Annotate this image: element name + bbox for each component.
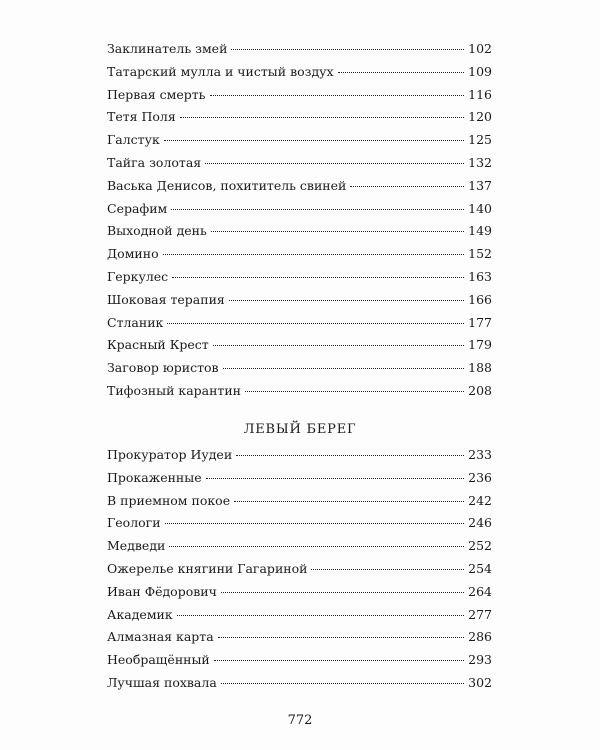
toc-entry-page: 116 <box>468 86 492 102</box>
toc-entry-title: Тифозный карантин <box>107 382 242 398</box>
dot-leader <box>210 95 465 96</box>
toc-entry-title: Стланик <box>107 314 164 330</box>
toc-entry-title: В приемном покое <box>107 492 231 508</box>
toc-entry-title: Красный Крест <box>107 337 209 353</box>
toc-entry <box>107 512 492 535</box>
toc-entry-page: 188 <box>468 360 492 376</box>
toc-entry-page: 132 <box>468 154 492 170</box>
toc-entry-page: 236 <box>468 469 492 485</box>
toc-entry-title: Тетя Поля <box>107 109 176 125</box>
toc-entry-title: Лучшая похвала <box>107 674 217 690</box>
toc-entry <box>107 129 492 152</box>
dot-leader <box>350 186 464 187</box>
toc-entry-title: Заговор юристов <box>107 360 219 376</box>
toc-entry-title: Ожерелье княгини Гагариной <box>107 560 308 576</box>
toc-entry-title: Необращённый <box>107 652 210 668</box>
toc-entry <box>107 334 492 357</box>
toc-entry <box>107 198 492 221</box>
toc-entry-title: Алмазная карта <box>107 629 214 645</box>
toc-list-part-2 <box>107 444 492 695</box>
toc-entry <box>107 604 492 627</box>
toc-entry <box>107 626 492 649</box>
toc-entry <box>107 175 492 198</box>
toc-entry-title: Медведи <box>107 538 166 554</box>
toc-entry <box>107 490 492 513</box>
toc-entry <box>107 266 492 289</box>
dot-leader <box>205 163 464 164</box>
dot-leader <box>214 660 464 661</box>
dot-leader <box>167 323 464 324</box>
dot-leader <box>229 300 464 301</box>
toc-entry <box>107 444 492 467</box>
toc-entry-page: 163 <box>468 268 492 284</box>
dot-leader <box>223 368 465 369</box>
dot-leader <box>218 637 464 638</box>
dot-leader <box>177 615 464 616</box>
toc-entry-title: Иван Фёдорович <box>107 583 217 599</box>
toc-entry-page: 302 <box>468 674 492 690</box>
toc-entry-title: Тайга золотая <box>107 154 202 170</box>
toc-entry <box>107 357 492 380</box>
dot-leader <box>171 209 464 210</box>
section-heading: ЛЕВЫЙ БЕРЕГ <box>243 422 357 437</box>
toc-entry-page: 177 <box>468 314 492 330</box>
dot-leader <box>165 523 465 524</box>
toc-entry <box>107 380 492 403</box>
toc-entry <box>107 106 492 129</box>
toc-entry-title: Академик <box>107 606 173 622</box>
toc-entry-title: Геологи <box>107 515 161 531</box>
toc-entry-page: 149 <box>468 223 492 239</box>
toc-entry-page: 264 <box>468 583 492 599</box>
dot-leader <box>245 391 464 392</box>
toc-entry-page: 293 <box>468 652 492 668</box>
toc-entry-page: 242 <box>468 492 492 508</box>
toc-list-part-1 <box>107 38 492 403</box>
toc-entry-page: 179 <box>468 337 492 353</box>
toc-entry-title: Прокуратор Иудеи <box>107 447 233 462</box>
toc-entry <box>107 152 492 175</box>
dot-leader <box>234 501 464 502</box>
toc-entry <box>107 84 492 107</box>
toc-entry-title: Галстук <box>107 132 160 148</box>
toc-entry <box>107 581 492 604</box>
toc-entry-page: 252 <box>468 538 492 554</box>
dot-leader <box>169 546 464 547</box>
toc-entry-title: Шоковая терапия <box>107 291 225 307</box>
dot-leader <box>221 592 464 593</box>
toc-entry <box>107 289 492 312</box>
toc-entry <box>107 220 492 243</box>
dot-leader <box>311 569 464 570</box>
dot-leader <box>180 117 464 118</box>
dot-leader <box>236 455 464 456</box>
dot-leader <box>163 254 465 255</box>
toc-entry <box>107 672 492 695</box>
toc-entry-title: Первая смерть <box>107 86 206 102</box>
toc-entry-page: 125 <box>468 132 492 148</box>
toc-entry-page: 140 <box>468 200 492 216</box>
dot-leader <box>213 345 464 346</box>
toc-entry <box>107 535 492 558</box>
toc-entry-page: 246 <box>468 515 492 531</box>
toc-entry-title: Заклинатель змей <box>107 41 228 56</box>
toc-entry-title: Прокаженные <box>107 469 202 485</box>
toc-entry-title: Домино <box>107 246 159 262</box>
toc-entry-page: 277 <box>468 606 492 622</box>
toc-entry <box>107 467 492 490</box>
dot-leader <box>231 49 464 50</box>
page-number: 772 <box>287 713 313 728</box>
toc-entry <box>107 243 492 266</box>
toc-entry <box>107 558 492 581</box>
toc-entry-title: Васька Денисов, похититель свиней <box>107 177 347 193</box>
toc-entry-page: 233 <box>468 447 492 462</box>
toc-entry-page: 137 <box>468 177 492 193</box>
toc-entry-title: Серафим <box>107 200 168 216</box>
toc-entry <box>107 38 492 61</box>
toc-entry-title: Выходной день <box>107 223 207 239</box>
dot-leader <box>221 683 464 684</box>
dot-leader <box>211 231 464 232</box>
toc-entry-page: 152 <box>468 246 492 262</box>
dot-leader <box>172 277 464 278</box>
toc-entry-page: 166 <box>468 291 492 307</box>
toc-entry-page: 109 <box>468 63 492 79</box>
dot-leader <box>206 478 465 479</box>
toc-entry-page: 102 <box>468 41 492 56</box>
toc-entry-title: Геркулес <box>107 268 169 284</box>
dot-leader <box>338 72 465 73</box>
dot-leader <box>164 140 464 141</box>
toc-entry <box>107 649 492 672</box>
toc-entry-title: Татарский мулла и чистый воздух <box>107 63 334 79</box>
toc-entry-page: 208 <box>468 382 492 398</box>
toc-entry-page: 120 <box>468 109 492 125</box>
toc-entry <box>107 312 492 335</box>
toc-entry-page: 286 <box>468 629 492 645</box>
toc-entry-page: 254 <box>468 560 492 576</box>
toc-entry <box>107 61 492 84</box>
